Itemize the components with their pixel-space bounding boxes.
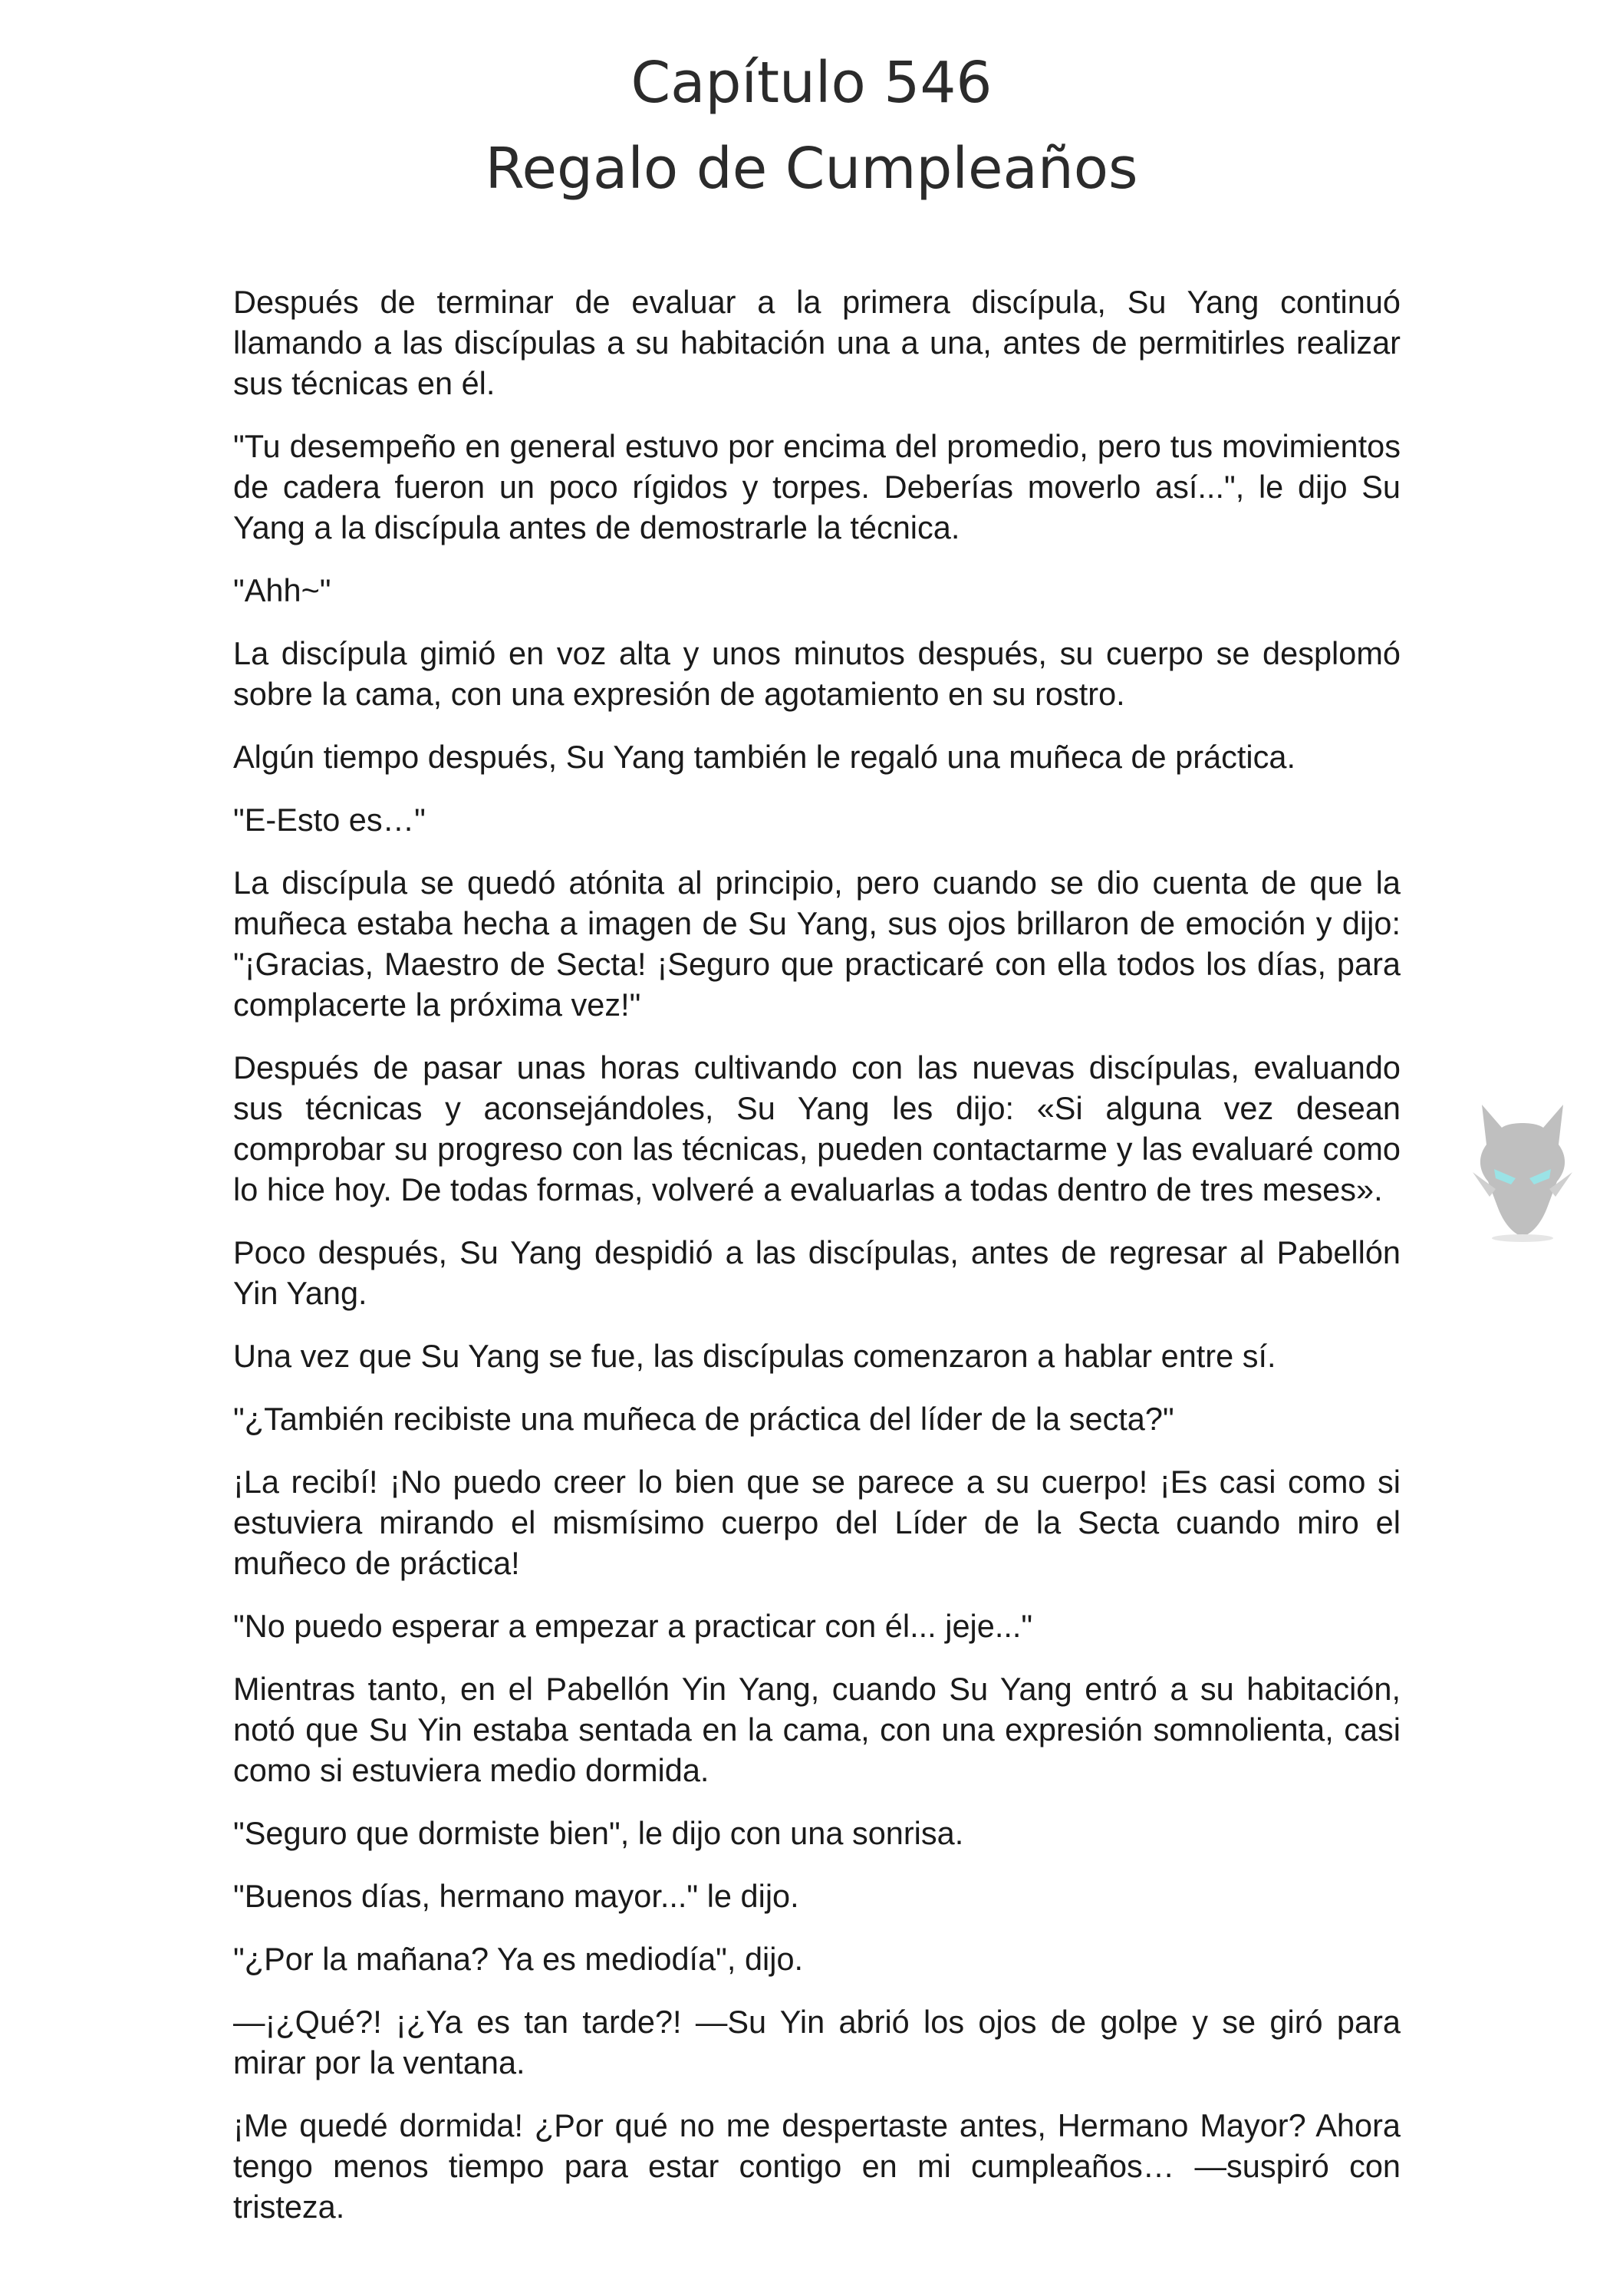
paragraph: Una vez que Su Yang se fue, las discípulas comenzaron a hablar entre sí. bbox=[233, 1338, 1276, 1374]
demon-head-icon bbox=[1465, 1074, 1580, 1243]
paragraph: Mientras tanto, en el Pabellón Yin Yang, cuando Su Yang entró a su habitación, notó que Su Yin estaba sentada en la cama, con una expresión somnolienta, casi como si estuviera medio dormida. bbox=[233, 1671, 1401, 1788]
paragraph: "¿Por la mañana? Ya es mediodía", dijo. bbox=[233, 1941, 804, 1977]
chapter-number: Capítulo 546 bbox=[630, 50, 993, 116]
paragraph: Después de terminar de evaluar a la primera discípula, Su Yang continuó llamando a las discípulas a su habitación una a una, antes de permitirles realizar sus técnicas en él. bbox=[233, 284, 1401, 401]
paragraph: "No puedo esperar a empezar a practicar con él... jeje..." bbox=[233, 1608, 1033, 1644]
paragraph: Después de pasar unas horas cultivando con las nuevas discípulas, evaluando sus técnicas y aconsejándoles, Su Yang les dijo: «Si alguna vez desean comprobar su progreso con las técnicas, pueden contactarme y las evaluaré como lo hice hoy. De todas formas, volveré a evaluarlas a todas dentro de tres meses». bbox=[233, 1049, 1401, 1207]
paragraph: ¡La recibí! ¡No puedo creer lo bien que se parece a su cuerpo! ¡Es casi como si estuviera mirando el mismísimo cuerpo del Líder de la Secta cuando miro el muñeco de práctica! bbox=[233, 1464, 1401, 1581]
chapter-body bbox=[233, 282, 1401, 2249]
paragraph: Poco después, Su Yang despidió a las discípulas, antes de regresar al Pabellón Yin Yang. bbox=[233, 1234, 1401, 1311]
paragraph: "Tu desempeño en general estuvo por encima del promedio, pero tus movimientos de cadera fueron un poco rígidos y torpes. Deberías moverlo así...", le dijo Su Yang a la discípula antes de demostrarle la técnica. bbox=[233, 428, 1401, 545]
paragraph: "Ahh~" bbox=[233, 572, 331, 608]
paragraph: "Seguro que dormiste bien", le dijo con una sonrisa. bbox=[233, 1815, 964, 1851]
paragraph: "E-Esto es…" bbox=[233, 802, 426, 838]
paragraph: —¡¿Qué?! ¡¿Ya es tan tarde?! —Su Yin abrió los ojos de golpe y se giró para mirar por la ventana. bbox=[233, 2004, 1401, 2080]
chapter-title: Regalo de Cumpleaños bbox=[485, 136, 1138, 202]
paragraph: ¡Me quedé dormida! ¿Por qué no me despertaste antes, Hermano Mayor? Ahora tengo menos tiempo para estar contigo en mi cumpleaños… —suspiró con tristeza. bbox=[233, 2107, 1401, 2225]
paragraph: La discípula gimió en voz alta y unos minutos después, su cuerpo se desplomó sobre la cama, con una expresión de agotamiento en su rostro. bbox=[233, 635, 1401, 712]
paragraph: "Buenos días, hermano mayor..." le dijo. bbox=[233, 1878, 799, 1914]
paragraph: La discípula se quedó atónita al principio, pero cuando se dio cuenta de que la muñeca estaba hecha a imagen de Su Yang, sus ojos brillaron de emoción y dijo: "¡Gracias, Maestro de Secta! ¡Seguro que practicaré con ella todos los días, para complacerte la próxima vez!" bbox=[233, 865, 1401, 1023]
chapter-header bbox=[0, 40, 1623, 212]
paragraph: "¿También recibiste una muñeca de práctica del líder de la secta?" bbox=[233, 1401, 1174, 1437]
paragraph: Algún tiempo después, Su Yang también le regaló una muñeca de práctica. bbox=[233, 739, 1296, 775]
